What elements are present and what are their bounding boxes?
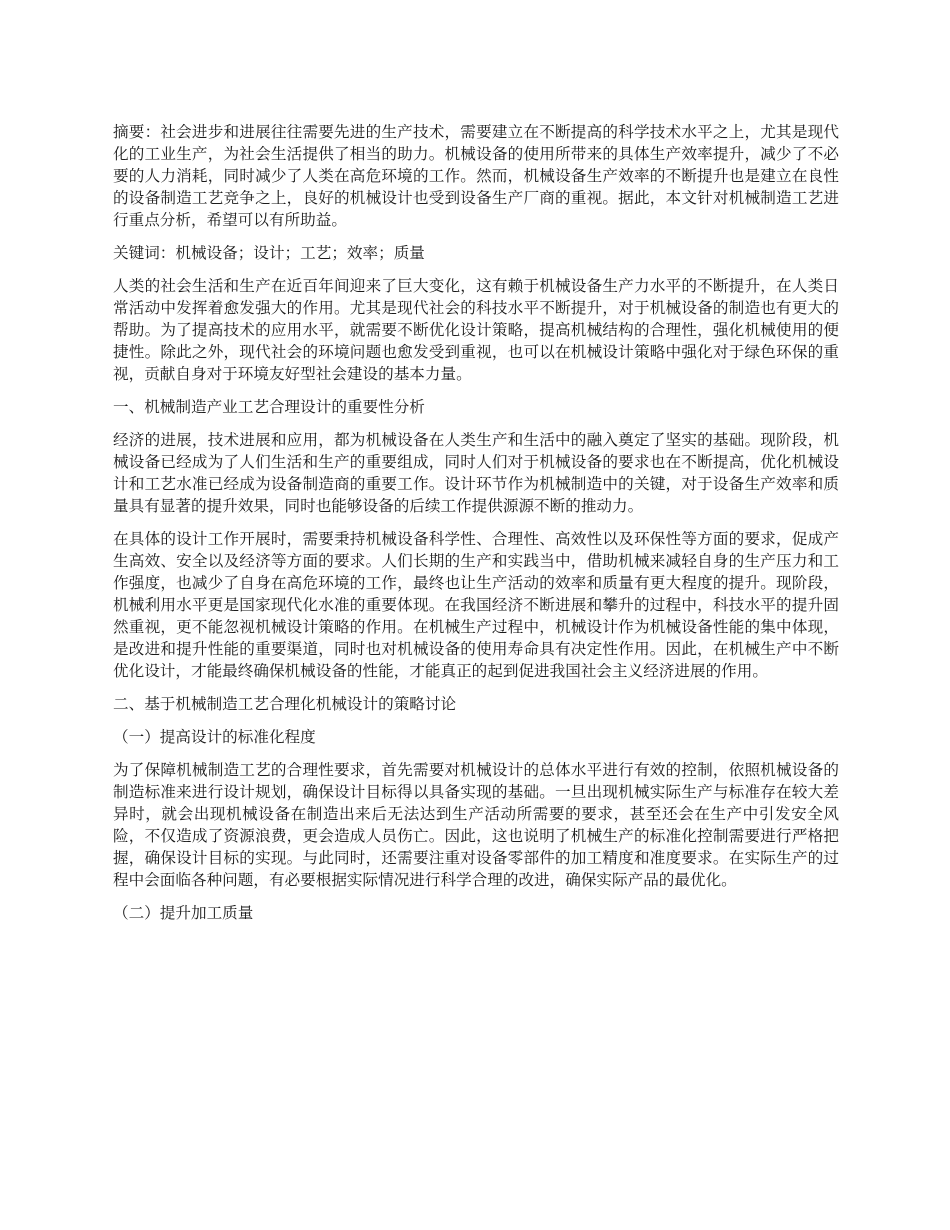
section-1-paragraph-2: 在具体的设计工作开展时，需要秉持机械设备科学性、合理性、高效性以及环保性等方面的要求，促成产生高效、安全以及经济等方面的要求。人们长期的生产和实践当中，借助机械来减轻自身的生产压力和工作强度，也减少了自身在高危环境的工作，最终也让生产活动的效率和质量有更大程度的提升。现阶段，机械利用水平更是国家现代化水准的重要体现。在我国经济不断进展和攀升的过程中，科技水平的提升固然重视，更不能忽视机械设计策略的作用。在机械生产过程中，机械设计作为机械设备性能的集中体现，是改进和提升性能的重要渠道，同时也对机械设备的使用寿命具有决定性作用。因此，在机械生产中不断优化设计，才能最终确保机械设备的性能，才能真正的起到促进我国社会主义经济进展的作用。 [113, 530, 839, 680]
intro-paragraph: 人类的社会生活和生产在近百年间迎来了巨大变化，这有赖于机械设备生产力水平的不断提升，在人类日常活动中发挥着愈发强大的作用。尤其是现代社会的科技水平不断提升，对于机械设备的制造也有更大的帮助。为了提高技术的应用水平，就需要不断优化设计策略，提高机械结构的合理性，强化机械使用的便捷性。除此之外，现代社会的环境问题也愈发受到重视，也可以在机械设计策略中强化对于绿色环保的重视，贡献自身对于环境友好型社会建设的基本力量。 [113, 277, 839, 383]
subsection-2-heading: （二）提升加工质量 [113, 904, 254, 922]
document-body [113, 121, 839, 935]
abstract-paragraph: 摘要：社会进步和进展往往需要先进的生产技术，需要建立在不断提高的科学技术水平之上，尤其是现代化的工业生产，为社会生活提供了相当的助力。机械设备的使用所带来的具体生产效率提升，减少了不必要的人力消耗，同时减少了人类在高危环境的工作。然而，机械设备生产效率的不断提升也是建立在良性的设备制造工艺竞争之上，良好的机械设计也受到设备生产厂商的重视。据此，本文针对机械制造工艺进行重点分析，希望可以有所助益。 [113, 123, 839, 229]
section-1-paragraph-1: 经济的进展，技术进展和应用，都为机械设备在人类生产和生活中的融入奠定了坚实的基础。现阶段，机械设备已经成为了人们生活和生产的重要组成，同时人们对于机械设备的要求也在不断提高，优化机械设计和工艺水准已经成为设备制造商的重要工作。设计环节作为机械制造中的关键，对于设备生产效率和质量具有显著的提升效果，同时也能够设备的后续工作提供源源不断的推动力。 [113, 431, 839, 515]
subsection-1-heading: （一）提高设计的标准化程度 [113, 728, 316, 746]
section-2-heading: 二、基于机械制造工艺合理化机械设计的策略讨论 [113, 695, 457, 713]
subsection-1-paragraph: 为了保障机械制造工艺的合理性要求，首先需要对机械设计的总体水平进行有效的控制，依照机械设备的制造标准来进行设计规划，确保设计目标得以具备实现的基础。一旦出现机械实际生产与标准存在较大差异时，就会出现机械设备在制造出来后无法达到生产活动所需要的要求，甚至还会在生产中引发安全风险，不仅造成了资源浪费，更会造成人员伤亡。因此，这也说明了机械生产的标准化控制需要进行严格把握，确保设计目标的实现。与此同时，还需要注重对设备零部件的加工精度和准度要求。在实际生产的过程中会面临各种问题，有必要根据实际情况进行科学合理的改进，确保实际产品的最优化。 [113, 761, 839, 889]
section-1-heading: 一、机械制造产业工艺合理设计的重要性分析 [113, 398, 425, 416]
keywords-line: 关键词：机械设备；设计；工艺；效率；质量 [113, 244, 425, 262]
